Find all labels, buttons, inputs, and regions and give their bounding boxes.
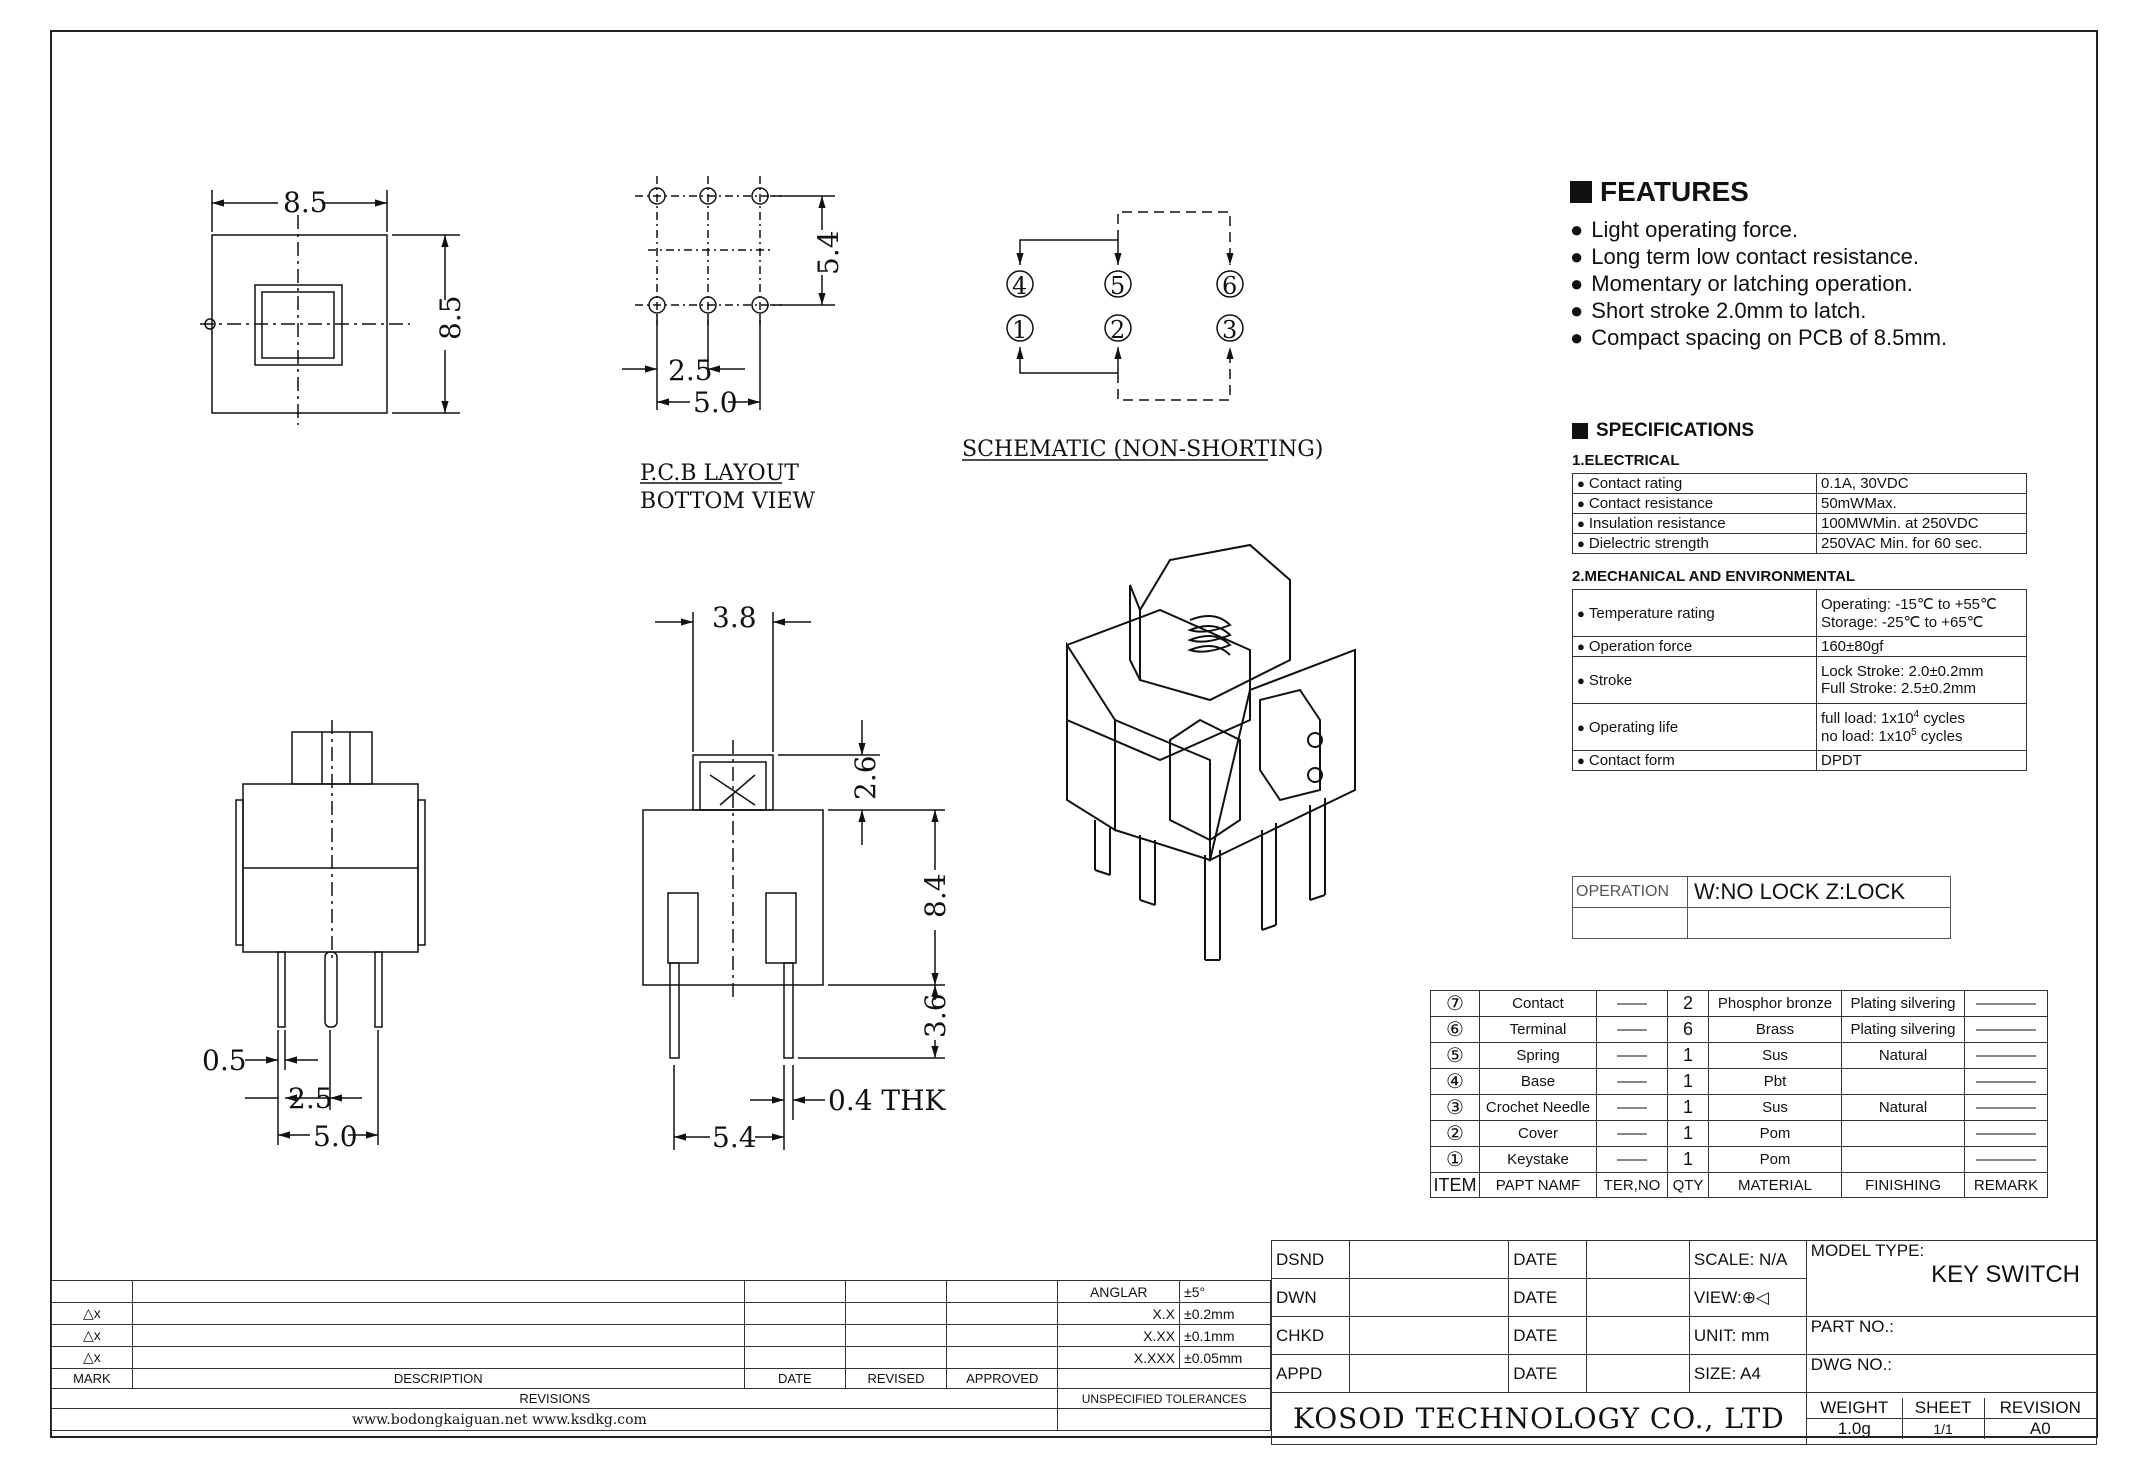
dim-side-pitch-small: 2.5: [288, 1082, 333, 1115]
life-no-load: no load: $1x10^5$ cycles: [1821, 727, 1963, 745]
revision-mark: △x: [52, 1325, 133, 1347]
features-title: FEATURES: [1600, 176, 1749, 207]
life-full-load: full load: $1x10^4$ cycles: [1821, 709, 1965, 727]
table-row: [52, 1281, 1271, 1303]
pin-label-2: 2: [1110, 316, 1126, 344]
table-row: [1573, 590, 2027, 637]
dim-side-pitch-large: 5.0: [313, 1120, 358, 1153]
dim-top-width: 8.5: [283, 186, 328, 219]
table-row: [1573, 657, 2027, 704]
mechanical-subtitle: 2.MECHANICAL AND ENVIRONMENTAL: [1572, 568, 1856, 585]
bom-header-row: ITEM PAPT NAMF TER,NO QTY MATERIAL FINISHING REMARK: [1431, 1173, 2048, 1198]
electrical-subtitle: 1.ELECTRICAL: [1572, 452, 1680, 469]
feature-item: ● Momentary or latching operation.: [1570, 270, 2090, 297]
spec-key: ● Contact rating: [1573, 474, 1817, 494]
revision-mark: △x: [52, 1347, 133, 1369]
operation-value: W:NO LOCK Z:LOCK: [1688, 877, 1951, 908]
schematic-title: SCHEMATIC (NON-SHORTING): [962, 437, 1324, 462]
drawing-number-label: DWG NO.:: [1806, 1355, 2096, 1393]
pin-label-3: 3: [1222, 316, 1238, 344]
specifications-section: [1572, 420, 2032, 771]
weight-sheet-revision: WEIGHT SHEET REVISION 1.0g 1/1 A0: [1807, 1398, 2096, 1439]
bom-table: [1430, 990, 2048, 1198]
square-bullet-icon: [1570, 181, 1592, 203]
revision-mark: △x: [52, 1303, 133, 1325]
tolerance-angle-value: ±5°: [1180, 1281, 1271, 1303]
front-view: [643, 612, 945, 1150]
feature-item: ● Compact spacing on PCB of 8.5mm.: [1570, 324, 2090, 351]
table-row: MARK DESCRIPTION DATE REVISED APPROVED: [52, 1369, 1271, 1389]
table-row: [1573, 474, 2027, 494]
isometric-cutaway-view: [1067, 545, 1355, 960]
temperature-operating: Operating: -15℃ to +55℃: [1821, 596, 1997, 613]
table-row: ⑦ Contact —— 2 Phosphor bronze Plating silvering ————: [1431, 991, 2048, 1017]
spec-value: DPDT: [1817, 751, 2027, 771]
stroke-full: Full Stroke: 2.5±0.2mm: [1821, 680, 1976, 697]
table-row: ② Cover —— 1 Pom ————: [1431, 1121, 2048, 1147]
pcb-layout-view: [622, 176, 835, 483]
table-row: [1573, 908, 1951, 939]
table-row: [1573, 704, 2027, 751]
tolerance-angle-label: ANGLAR: [1058, 1281, 1180, 1303]
spec-key: ● Contact form: [1573, 751, 1817, 771]
projection-view: VIEW:⊕◁: [1689, 1279, 1806, 1317]
spec-key: ● Stroke: [1573, 657, 1817, 704]
square-bullet-icon: [1572, 423, 1588, 439]
operation-label: OPERATION: [1573, 877, 1688, 908]
pin-label-4: 4: [1012, 272, 1028, 300]
dim-pcb-large: 5.0: [693, 386, 738, 419]
stroke-lock: Lock Stroke: 2.0±0.2mm: [1821, 663, 1984, 680]
table-row: △x X.X ±0.2mm: [52, 1303, 1271, 1325]
first-angle-projection-icon: ⊕◁: [1741, 1287, 1770, 1307]
title-block: [1271, 1240, 2097, 1445]
table-row: [1573, 534, 2027, 554]
model-type-value: KEY SWITCH: [1931, 1261, 2080, 1288]
table-row: APPD DATE SIZE: A4 DWG NO.:: [1272, 1355, 2097, 1393]
part-number-label: PART NO.:: [1806, 1317, 2096, 1355]
dim-button-width: 3.8: [712, 601, 757, 634]
revisions-table: [51, 1280, 1271, 1431]
revisions-block: [51, 1280, 1271, 1431]
dim-pin-span: 5.4: [712, 1121, 757, 1154]
dim-pin-height: 3.6: [919, 993, 952, 1038]
operation-box: [1572, 876, 1951, 939]
bill-of-materials: [1430, 990, 2048, 1198]
model-type-label: MODEL TYPE:: [1810, 1241, 1925, 1260]
operation-table: [1572, 876, 1951, 939]
table-row: CHKD DATE UNIT: mm PART NO.:: [1272, 1317, 2097, 1355]
table-row: ⑤ Spring —— 1 Sus Natural ————: [1431, 1043, 2048, 1069]
mechanical-table: [1572, 589, 2027, 771]
table-row: △x X.XX ±0.1mm: [52, 1325, 1271, 1347]
spec-value: 0.1A, 30VDC: [1817, 474, 2027, 494]
table-row: DSND DATE SCALE: N/A MODEL TYPE: KEY SWITCH: [1272, 1241, 2097, 1279]
pin-label-1: 1: [1012, 316, 1028, 344]
company-name: KOSOD TECHNOLOGY CO., LTD: [1272, 1393, 1807, 1445]
spec-key: ● Temperature rating: [1573, 590, 1817, 637]
spec-key: ● Insulation resistance: [1573, 514, 1817, 534]
pcb-title-line1: P.C.B LAYOUT: [640, 461, 799, 486]
spec-value: 250VAC Min. for 60 sec.: [1817, 534, 2027, 554]
dim-thickness: 0.4 THK: [828, 1084, 946, 1117]
table-row: ③ Crochet Needle —— 1 Sus Natural ————: [1431, 1095, 2048, 1121]
spec-key: ● Contact resistance: [1573, 494, 1817, 514]
feature-item: ● Light operating force.: [1570, 216, 2090, 243]
dim-body-height: 8.4: [919, 873, 952, 918]
table-row: ⑥ Terminal —— 6 Brass Plating silvering ————: [1431, 1017, 2048, 1043]
temperature-storage: Storage: -25℃ to +65℃: [1821, 614, 1984, 631]
spec-key: ● Operation force: [1573, 637, 1817, 657]
pin-label-5: 5: [1110, 272, 1126, 300]
table-row: [52, 1409, 1271, 1431]
table-row: △x X.XXX ±0.05mm: [52, 1347, 1271, 1369]
spec-key: ● Dielectric strength: [1573, 534, 1817, 554]
specifications-heading: [1572, 420, 2032, 442]
table-row: [1573, 751, 2027, 771]
spec-value: [1817, 657, 2027, 704]
table-row: [1573, 494, 2027, 514]
electrical-table: [1572, 473, 2027, 554]
dim-pcb-small: 2.5: [668, 354, 713, 387]
table-row: ④ Base —— 1 Pbt ————: [1431, 1069, 2048, 1095]
table-row: DWN DATE VIEW:⊕◁: [1272, 1279, 2097, 1317]
feature-item: ● Short stroke 2.0mm to latch.: [1570, 297, 2090, 324]
specifications-title: SPECIFICATIONS: [1596, 420, 1754, 441]
spec-value: 160±80gf: [1817, 637, 2027, 657]
table-row: REVISIONS UNSPECIFIED TOLERANCES: [52, 1389, 1271, 1409]
website-links: www.bodongkaiguan.net www.ksdkg.com: [52, 1409, 1058, 1431]
table-row: [1573, 637, 2027, 657]
feature-item: ● Long term low contact resistance.: [1570, 243, 2090, 270]
dim-pcb-vertical: 5.4: [812, 230, 845, 275]
spec-value: [1817, 590, 2027, 637]
title-block-table: [1271, 1240, 2097, 1445]
table-row: [1573, 514, 2027, 534]
pin-label-6: 6: [1222, 272, 1238, 300]
spec-key: ● Operating life: [1573, 704, 1817, 751]
spec-value: 100MWMin. at 250VDC: [1817, 514, 2027, 534]
spec-value: [1817, 704, 2027, 751]
spec-value: 50mWMax.: [1817, 494, 2027, 514]
table-row: [1573, 877, 1951, 908]
pcb-title-line2: BOTTOM VIEW: [640, 489, 816, 514]
dim-button-height: 2.6: [849, 755, 882, 800]
features-heading: [1570, 176, 2090, 208]
table-row: [1272, 1393, 2097, 1445]
dim-side-pin-width: 0.5: [202, 1044, 247, 1077]
features-list: [1570, 216, 2090, 351]
features-section: [1570, 176, 2090, 351]
table-row: ① Keystake —— 1 Pom ————: [1431, 1147, 2048, 1173]
top-view: [200, 190, 460, 425]
dim-top-height: 8.5: [434, 295, 467, 340]
